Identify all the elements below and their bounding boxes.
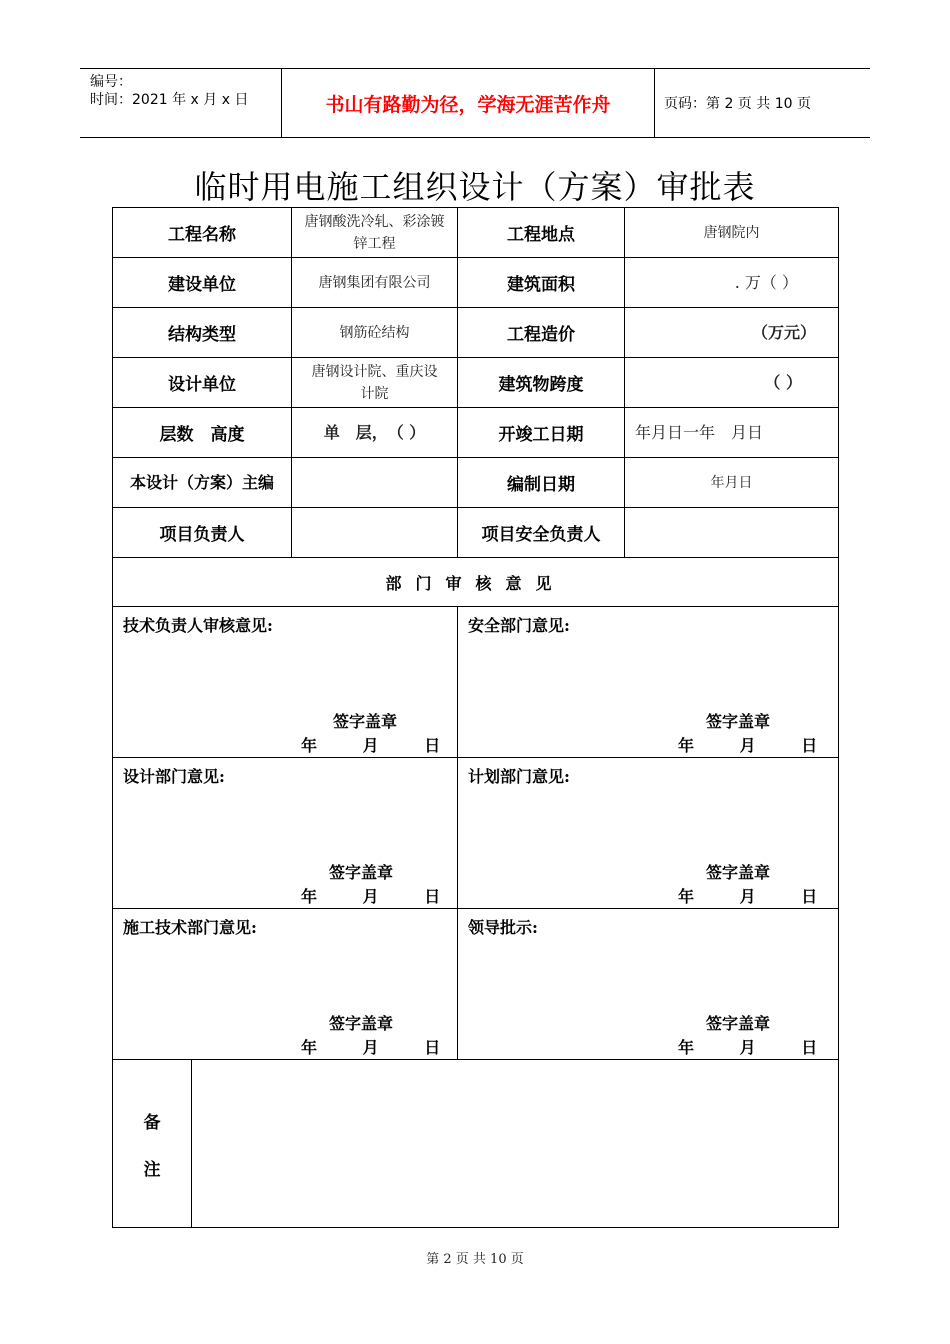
remarks-char-2: 注 bbox=[143, 1159, 161, 1180]
table-row bbox=[113, 408, 839, 458]
time-label: 时间：2021 年 x 月 x 日 bbox=[90, 92, 249, 108]
date-day: 日 bbox=[424, 887, 441, 906]
opinion-date bbox=[678, 1035, 817, 1058]
opinion-title: 技术负责人审核意见: bbox=[123, 616, 273, 635]
safety-manager-value bbox=[625, 508, 839, 558]
project-location-value: 唐钢院内 bbox=[625, 208, 839, 258]
project-location-label: 工程地点 bbox=[458, 208, 625, 258]
floors-height-value: 单 层， （ ） bbox=[292, 408, 458, 458]
header-motto: 书山有路勤为径，学海无涯苦作舟 bbox=[282, 69, 655, 137]
date-day: 日 bbox=[801, 1038, 818, 1057]
date-month: 月 bbox=[739, 736, 756, 755]
design-unit-label: 设计单位 bbox=[113, 358, 292, 408]
safety-dept-opinion-box bbox=[458, 607, 839, 758]
date-month: 月 bbox=[739, 887, 756, 906]
building-span-label: 建筑物跨度 bbox=[458, 358, 625, 408]
page-title: 临时用电施工组织设计（方案）审批表 bbox=[194, 168, 756, 206]
design-unit-value: 唐钢设计院、重庆设计院 bbox=[292, 358, 458, 408]
page-header bbox=[80, 68, 870, 138]
opinion-date bbox=[678, 884, 817, 907]
approval-table bbox=[112, 207, 839, 1228]
sign-seal-label: 签字盖章 bbox=[333, 712, 398, 731]
safety-manager-label: 项目安全负责人 bbox=[458, 508, 625, 558]
remarks-char-1: 备 bbox=[143, 1112, 161, 1133]
start-end-date-label: 开竣工日期 bbox=[458, 408, 625, 458]
design-dept-opinion-box bbox=[113, 758, 458, 909]
sign-seal-label: 签字盖章 bbox=[329, 863, 394, 882]
start-end-date-value: 年月日一年 月日 bbox=[625, 408, 839, 458]
project-name-value: 唐钢酸洗冷轧、彩涂镀锌工程 bbox=[292, 208, 458, 258]
opinion-title: 施工技术部门意见: bbox=[123, 918, 257, 937]
sign-seal-label: 签字盖章 bbox=[329, 1014, 394, 1033]
opinion-title: 领导批示: bbox=[468, 918, 538, 937]
opinion-date bbox=[301, 733, 440, 756]
opinion-title: 设计部门意见: bbox=[123, 767, 225, 786]
table-row bbox=[113, 508, 839, 558]
date-month: 月 bbox=[362, 736, 379, 755]
chief-editor-value bbox=[292, 458, 458, 508]
date-year: 年 bbox=[678, 887, 695, 906]
opinion-title: 安全部门意见: bbox=[468, 616, 570, 635]
planning-dept-opinion-box bbox=[458, 758, 839, 909]
header-meta bbox=[80, 69, 282, 137]
sign-seal-label: 签字盖章 bbox=[706, 1014, 771, 1033]
table-row bbox=[113, 208, 839, 258]
date-day: 日 bbox=[424, 1038, 441, 1057]
chief-editor-label: 本设计（方案）主编 bbox=[113, 458, 292, 508]
dept-review-heading: 部门审核意见 bbox=[113, 558, 839, 607]
date-year: 年 bbox=[678, 736, 695, 755]
remarks-label bbox=[113, 1060, 192, 1228]
project-manager-label: 项目负责人 bbox=[113, 508, 292, 558]
date-year: 年 bbox=[678, 1038, 695, 1057]
project-manager-value bbox=[292, 508, 458, 558]
date-month: 月 bbox=[362, 887, 379, 906]
project-name-label: 工程名称 bbox=[113, 208, 292, 258]
table-row bbox=[113, 458, 839, 508]
table-row bbox=[113, 308, 839, 358]
sign-seal-label: 签字盖章 bbox=[706, 712, 771, 731]
table-row bbox=[113, 358, 839, 408]
header-page-info: 页码：第 2 页 共 10 页 bbox=[664, 96, 811, 112]
opinion-date bbox=[678, 733, 817, 756]
date-day: 日 bbox=[424, 736, 441, 755]
date-month: 月 bbox=[362, 1038, 379, 1057]
opinion-date bbox=[301, 1035, 440, 1058]
date-year: 年 bbox=[301, 736, 318, 755]
compile-date-label: 编制日期 bbox=[458, 458, 625, 508]
building-area-label: 建筑面积 bbox=[458, 258, 625, 308]
date-day: 日 bbox=[801, 887, 818, 906]
page-footer: 第 2 页 共 10 页 bbox=[426, 1252, 524, 1267]
opinion-date bbox=[301, 884, 440, 907]
structure-type-label: 结构类型 bbox=[113, 308, 292, 358]
owner-unit-value: 唐钢集团有限公司 bbox=[292, 258, 458, 308]
date-day: 日 bbox=[801, 736, 818, 755]
opinion-title: 计划部门意见: bbox=[468, 767, 570, 786]
compile-date-value: 年月日 bbox=[625, 458, 839, 508]
number-label: 编号： bbox=[90, 74, 132, 90]
date-month: 月 bbox=[739, 1038, 756, 1057]
table-row bbox=[113, 258, 839, 308]
owner-unit-label: 建设单位 bbox=[113, 258, 292, 308]
construction-tech-opinion-box bbox=[113, 909, 458, 1060]
building-span-value: （ ） bbox=[625, 358, 839, 408]
remarks-content bbox=[192, 1060, 839, 1228]
structure-type-value: 钢筋砼结构 bbox=[292, 308, 458, 358]
date-year: 年 bbox=[301, 1038, 318, 1057]
sign-seal-label: 签字盖章 bbox=[706, 863, 771, 882]
date-year: 年 bbox=[301, 887, 318, 906]
project-cost-label: 工程造价 bbox=[458, 308, 625, 358]
tech-lead-opinion-box bbox=[113, 607, 458, 758]
floors-height-label: 层数 高度 bbox=[113, 408, 292, 458]
project-cost-value: （万元） bbox=[625, 308, 839, 358]
leader-instruction-box bbox=[458, 909, 839, 1060]
building-area-value: . 万（ ） bbox=[625, 258, 839, 308]
